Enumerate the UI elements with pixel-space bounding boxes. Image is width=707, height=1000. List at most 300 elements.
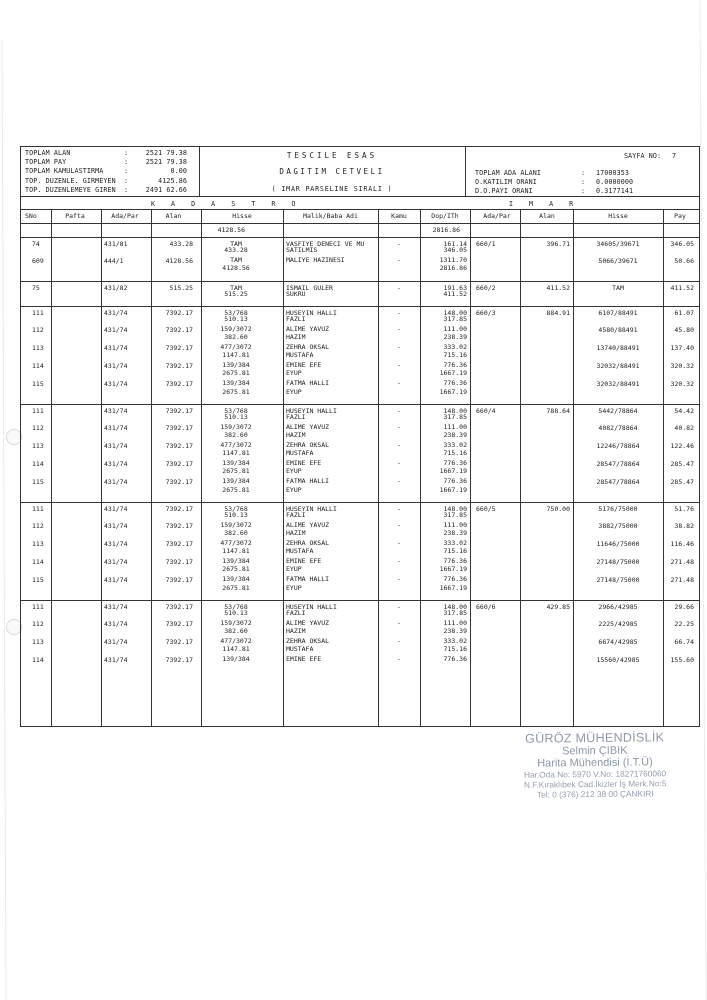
table-cell: - (397, 240, 401, 248)
column-divider (201, 209, 202, 727)
table-cell: 28547/78864 (596, 460, 640, 469)
table-cell: 7392.17 (165, 576, 193, 585)
section-label-imar: I M A R (509, 200, 580, 208)
table-cell: EYUP (286, 583, 302, 592)
table-cell: 660/3 (476, 309, 496, 318)
page-label: SAYFA NO: (624, 152, 662, 160)
table-cell: 431/81 (104, 240, 128, 248)
table-cell: 660/4 (476, 407, 496, 416)
table-cell: 114 (32, 558, 44, 567)
engineer-stamp (490, 730, 701, 800)
table-cell: - (397, 539, 401, 547)
table-cell: 7392.17 (165, 521, 193, 530)
column-divider (101, 209, 102, 727)
table-cell: 114 (32, 460, 44, 469)
table-cell: EMINE EFE (286, 459, 322, 468)
table-cell: 431/74 (104, 478, 128, 487)
table-cell: 139/384 (222, 477, 250, 486)
table-cell: 115 (32, 478, 44, 487)
table-cell: 2675.81 (222, 565, 250, 574)
table-cell: - (397, 603, 401, 612)
table-cell: 111.00 (443, 324, 467, 333)
total-colon: : (124, 176, 129, 185)
table-cell: 333.02 (443, 441, 467, 449)
table-cell: 5066/39671 (598, 256, 638, 265)
table-cell: 32032/88491 (596, 380, 640, 389)
table-cell: 510.13 (224, 315, 248, 324)
table-cell: 477/3072 (220, 637, 252, 645)
total-label: TOPLAM KAMULASTIRMA (25, 167, 104, 176)
table-cell: - (397, 324, 401, 333)
table-cell: EYUP (286, 565, 302, 574)
table-cell: - (397, 255, 401, 264)
table-cell: 191.63 (443, 283, 467, 292)
table-cell: 510.13 (224, 609, 248, 618)
table-cell: 411.52 (670, 283, 694, 292)
table-cell: 112 (32, 325, 44, 334)
table-cell: HAZIM (286, 627, 306, 636)
table-cell: FATMA HALLI (286, 477, 330, 486)
table-cell: 4128.56 (217, 226, 245, 234)
table-cell: 238.39 (443, 431, 467, 440)
summary-label: TOPLAM ADA ALANI (475, 169, 542, 177)
column-divider (283, 209, 284, 727)
table-cell: 111.00 (443, 520, 467, 529)
table-cell: 7392.17 (165, 423, 193, 432)
table-cell: HUSEYIN HALLI (286, 309, 337, 318)
table-cell: 114 (32, 362, 44, 371)
table-cell: 1147.81 (222, 547, 250, 556)
table-cell: 7392.17 (165, 656, 193, 665)
table-cell: 238.39 (443, 627, 467, 636)
column-divider (378, 209, 379, 727)
table-cell: 317.85 (443, 315, 467, 324)
stamp-company: GÜRÖZ MÜHENDİSLİK (525, 730, 665, 746)
table-cell: 431/74 (104, 603, 128, 612)
table-cell: 148.00 (443, 407, 467, 416)
table-cell: 2675.81 (222, 387, 250, 396)
table-cell: 333.02 (443, 343, 467, 351)
table-cell: EMINE EFE (286, 655, 322, 664)
table-cell: 113 (32, 344, 44, 352)
table-cell: TAM (612, 283, 624, 292)
table-cell: 7392.17 (165, 442, 193, 450)
table-cell: 2816.86 (432, 226, 460, 234)
table-cell: SATILMIS (286, 245, 318, 254)
table-cell: 333.02 (443, 637, 467, 645)
table-cell: FAZLI (286, 511, 306, 520)
table-cell: 317.85 (443, 511, 467, 520)
table-cell: 431/74 (104, 505, 128, 514)
column-header: Kamu (391, 212, 407, 220)
table-cell: - (397, 505, 401, 514)
table-cell: 7392.17 (165, 619, 193, 628)
table-cell: MUSTAFA (286, 645, 314, 654)
table-cell: 477/3072 (220, 441, 252, 449)
table-cell: - (397, 379, 401, 388)
header-subtitle-2: ( IMAR PARSELINE SIRALI ) (271, 185, 393, 193)
table-cell: ALIME YAVUZ (286, 618, 330, 627)
table-cell: - (397, 422, 401, 431)
stamp-address: N.F.Kıraklıbek Cad.İkizler İş Merk.No:5 (523, 778, 667, 790)
table-cell: 4128.56 (165, 256, 193, 265)
table-cell: FATMA HALLI (286, 379, 330, 388)
column-divider (573, 209, 574, 727)
summary-value: 17000353 (596, 169, 630, 177)
table-cell: 111 (32, 309, 44, 318)
table-cell: 320.32 (670, 362, 694, 371)
table-cell: 114 (32, 656, 44, 665)
summary-value: 0.0000000 (596, 178, 634, 186)
table-cell: 317.85 (443, 413, 467, 422)
table-cell: 660/6 (476, 603, 496, 612)
table-cell: 113 (32, 442, 44, 450)
table-cell: HAZIM (286, 333, 306, 342)
table-cell: 54.42 (674, 407, 694, 416)
table-cell: 2966/42985 (598, 603, 638, 612)
table-cell: 5176/75000 (598, 505, 638, 514)
table-cell: 53/768 (224, 407, 248, 416)
table-cell: 750.00 (546, 505, 570, 514)
table-cell: 431/74 (104, 442, 128, 450)
table-cell: 396.71 (546, 240, 570, 248)
table-cell: 285.47 (670, 478, 694, 487)
table-cell: 510.13 (224, 413, 248, 422)
total-colon: : (124, 185, 129, 194)
table-cell: - (397, 575, 401, 584)
table-cell: 431/74 (104, 460, 128, 469)
table-cell: 7392.17 (165, 603, 193, 612)
column-header: Alan (165, 212, 182, 220)
table-cell: EYUP (286, 467, 302, 476)
table-cell: 112 (32, 619, 44, 628)
table-cell: - (397, 477, 401, 486)
table-cell: 27148/75000 (596, 576, 640, 585)
table-cell: 38.82 (674, 521, 694, 530)
table-cell: 112 (32, 423, 44, 432)
table-cell: TAM (230, 240, 242, 248)
table-cell: 382.60 (224, 627, 248, 636)
table-cell: FAZLI (286, 315, 306, 324)
table-cell: 7392.17 (165, 558, 193, 567)
table-cell: 477/3072 (220, 343, 252, 351)
table-cell: - (397, 441, 401, 449)
summary-label: D.O.PAYI ORANI (475, 187, 533, 195)
table-cell: 776.36 (443, 459, 467, 468)
summary-value: 0.3177141 (596, 187, 634, 195)
table-cell: 431/74 (104, 325, 128, 334)
group-divider (21, 502, 699, 503)
table-cell: ZEHRA OKSAL (286, 539, 330, 547)
table-cell: EYUP (286, 485, 302, 494)
table-cell: 510.13 (224, 511, 248, 520)
table-cell: 3882/75000 (598, 521, 638, 530)
table-cell: 660/5 (476, 505, 496, 514)
table-cell: 139/384 (222, 557, 250, 566)
table-cell: MUSTAFA (286, 547, 314, 556)
column-header: Hisse (232, 212, 252, 220)
table-cell: 111 (32, 407, 44, 416)
table-cell: 7392.17 (165, 344, 193, 352)
table-cell: 159/3072 (220, 324, 252, 333)
table-cell: 148.00 (443, 505, 467, 514)
table-cell: 431/74 (104, 619, 128, 628)
table-cell: 53/768 (224, 505, 248, 514)
table-cell: 411.52 (546, 283, 570, 292)
table-cell: HUSEYIN HALLI (286, 505, 337, 514)
table-cell: 40.82 (674, 423, 694, 432)
table-cell: 431/74 (104, 407, 128, 416)
table-cell: 431/74 (104, 309, 128, 318)
summary-colon: : (581, 178, 586, 186)
table-cell: ZEHRA OKSAL (286, 637, 330, 645)
table-cell: 115 (32, 576, 44, 585)
table-cell: 148.00 (443, 603, 467, 612)
table-cell: 139/384 (222, 575, 250, 584)
header-subtitle: DAGITIM CETVELI (279, 167, 385, 176)
table-cell: 51.76 (674, 505, 694, 514)
table-cell: FAZLI (286, 413, 306, 422)
table-cell: 382.60 (224, 529, 248, 538)
table-cell: 155.60 (670, 656, 694, 665)
column-header: Pay (674, 212, 686, 220)
table-cell: 2675.81 (222, 369, 250, 378)
table-cell: 1147.81 (222, 449, 250, 458)
table-cell: EMINE EFE (286, 557, 322, 566)
total-value: 2521 79.38 (145, 149, 187, 157)
table-cell: 7392.17 (165, 309, 193, 318)
table-cell: 139/384 (222, 379, 250, 388)
table-cell: 1667.19 (439, 485, 467, 494)
table-cell: - (397, 361, 401, 370)
table-cell: 238.39 (443, 529, 467, 538)
column-header: Hisse (608, 212, 628, 220)
stamp-name: Selmin ÇIBIK (562, 744, 628, 758)
distribution-table-sheet (20, 146, 700, 696)
table-cell: 776.36 (443, 361, 467, 370)
table-cell: 431/74 (104, 576, 128, 585)
table-cell: - (397, 283, 401, 292)
table-cell: 238.39 (443, 333, 467, 342)
table-cell: TAM (230, 283, 242, 292)
table-cell: 884.91 (546, 309, 570, 318)
total-colon: : (124, 167, 129, 176)
column-header: Pafta (65, 212, 85, 220)
column-divider (470, 209, 471, 727)
stamp-registration: Har.Oda.No: 5970 V.No: 18271760060 (523, 768, 667, 780)
table-cell: 7392.17 (165, 505, 193, 514)
group-divider (21, 404, 699, 405)
column-divider (420, 209, 421, 727)
table-cell: 66.74 (674, 638, 694, 646)
table-cell: 159/3072 (220, 520, 252, 529)
table-cell: FATMA HALLI (286, 575, 330, 584)
column-divider (663, 209, 664, 727)
column-header: Ada/Par (483, 212, 511, 220)
table-cell: 431/74 (104, 656, 128, 665)
summary-colon: : (581, 169, 586, 177)
total-value: 0.00 (170, 167, 187, 176)
table-cell: 431/74 (104, 423, 128, 432)
table-cell: 161.14 (443, 240, 467, 248)
table-cell: VASFIYE DENECI VE MU (286, 240, 365, 248)
header-title: TESCILE ESAS (286, 151, 378, 160)
table-cell: 137.40 (670, 344, 694, 352)
table-cell: 139/384 (222, 655, 250, 664)
table-cell: 7392.17 (165, 540, 193, 548)
table-cell: 7392.17 (165, 362, 193, 371)
table-cell: 431/82 (104, 283, 128, 292)
table-cell: 660/2 (476, 283, 496, 292)
table-cell: - (397, 343, 401, 351)
table-cell: 660/1 (476, 240, 496, 248)
table-cell: 6107/88491 (598, 309, 638, 318)
total-label: TOPLAM ALAN (25, 149, 71, 157)
table-cell: 433.28 (224, 245, 248, 254)
table-cell: HUSEYIN HALLI (286, 603, 337, 612)
table-cell: - (397, 557, 401, 566)
table-cell: 29.66 (674, 603, 694, 612)
table-cell: 4580/88491 (598, 325, 638, 334)
stamp-title: Harita Mühendisi (İ.T.Ü) (537, 756, 653, 770)
section-label-kadastro: K A D A S T R O (151, 200, 302, 208)
table-cell: 515.25 (224, 289, 248, 298)
table-cell: 7392.17 (165, 478, 193, 487)
table-cell: - (397, 520, 401, 529)
table-cell: 431/74 (104, 521, 128, 530)
total-colon: : (124, 149, 129, 157)
table-cell: 53/768 (224, 309, 248, 318)
table-cell: - (397, 637, 401, 645)
table-cell: 53/768 (224, 603, 248, 612)
table-cell: 346.05 (443, 245, 467, 254)
summary-label: O.KATILIM ORANI (475, 178, 537, 186)
table-cell: FAZLI (286, 609, 306, 618)
table-cell: 4128.56 (222, 263, 250, 272)
table-cell: 1667.19 (439, 369, 467, 378)
table-cell: 2816.86 (439, 263, 467, 272)
table-cell: 431/74 (104, 380, 128, 389)
table-cell: 1147.81 (222, 645, 250, 654)
table-cell: 271.48 (670, 576, 694, 585)
column-header: Malik/Baba Adi (303, 212, 358, 220)
table-cell: - (397, 655, 401, 664)
table-cell: 776.36 (443, 477, 467, 486)
table-cell: 61.07 (674, 309, 694, 318)
column-header: Ada/Par (111, 212, 139, 220)
table-cell: 429.85 (546, 603, 570, 612)
table-cell: 271.48 (670, 558, 694, 567)
table-cell: SUKRU (286, 289, 306, 298)
table-cell: 1667.19 (439, 583, 467, 592)
table-cell: 788.64 (546, 407, 570, 416)
total-colon: : (124, 158, 129, 167)
table-cell: 7392.17 (165, 380, 193, 389)
column-divider (51, 209, 52, 727)
table-cell: 45.80 (674, 325, 694, 334)
table-cell: 113 (32, 638, 44, 646)
table-cell: 431/74 (104, 540, 128, 548)
group-divider (21, 600, 699, 601)
table-cell: 15560/42985 (596, 656, 640, 665)
distribution-table (20, 197, 700, 727)
table-cell: 139/384 (222, 459, 250, 468)
page-number: 7 (672, 152, 677, 160)
table-cell: 317.85 (443, 609, 467, 618)
summary-colon: : (581, 187, 586, 195)
table-cell: - (397, 407, 401, 416)
table-cell: 4082/78864 (598, 423, 638, 432)
table-cell: 13740/88491 (596, 344, 640, 352)
table-cell: 477/3072 (220, 539, 252, 547)
table-cell: HAZIM (286, 431, 306, 440)
table-cell: 11646/75000 (596, 540, 640, 548)
table-cell: TAM (230, 255, 242, 264)
table-cell: 111 (32, 603, 44, 612)
table-cell: 609 (32, 256, 44, 265)
table-cell: 346.05 (670, 240, 694, 248)
table-cell: 6674/42985 (598, 638, 638, 646)
table-cell: MUSTAFA (286, 351, 314, 360)
row-divider (21, 237, 699, 238)
table-cell: ALIME YAVUZ (286, 324, 330, 333)
table-cell: 159/3072 (220, 422, 252, 431)
table-cell: 411.52 (443, 289, 467, 298)
total-label: TOPLAM PAY (25, 158, 67, 167)
table-cell: 776.36 (443, 557, 467, 566)
table-cell: 2675.81 (222, 583, 250, 592)
table-cell: EYUP (286, 369, 302, 378)
table-cell: 122.46 (670, 442, 694, 450)
table-cell: ZEHRA OKSAL (286, 441, 330, 449)
table-cell: 5442/78864 (598, 407, 638, 416)
table-header-block (20, 146, 700, 197)
table-cell: 112 (32, 521, 44, 530)
table-cell: HAZIM (286, 529, 306, 538)
table-cell: 776.36 (443, 575, 467, 584)
table-cell: 115 (32, 380, 44, 389)
table-cell: 22.25 (674, 619, 694, 628)
table-cell: MUSTAFA (286, 449, 314, 458)
table-cell: 444/1 (104, 256, 124, 265)
table-cell: 776.36 (443, 379, 467, 388)
column-divider (520, 209, 521, 727)
table-cell: EMINE EFE (286, 361, 322, 370)
table-cell: 431/74 (104, 344, 128, 352)
table-cell: 7392.17 (165, 460, 193, 469)
table-cell: 715.16 (443, 645, 467, 654)
table-cell: 111.00 (443, 618, 467, 627)
table-cell: 32032/88491 (596, 362, 640, 371)
table-cell: 431/74 (104, 362, 128, 371)
table-cell: 1667.19 (439, 387, 467, 396)
total-label: TOP. DUZENLEMEYE GIREN (25, 185, 116, 194)
table-cell: 776.36 (443, 655, 467, 664)
table-cell: ZEHRA OKSAL (286, 343, 330, 351)
column-header: Alan (539, 212, 555, 220)
table-cell: 1311.70 (439, 255, 467, 264)
column-header: Dop/ITh (431, 212, 459, 220)
table-cell: 12246/78864 (596, 442, 640, 450)
table-cell: 113 (32, 540, 44, 548)
table-cell: 2675.81 (222, 467, 250, 476)
table-cell: HUSEYIN HALLI (286, 407, 337, 416)
table-cell: 159/3072 (220, 618, 252, 627)
table-cell: 7392.17 (165, 325, 193, 334)
table-cell: 382.60 (224, 431, 248, 440)
table-cell: 28547/78864 (596, 478, 640, 487)
total-value: 2491 62.66 (145, 185, 187, 194)
